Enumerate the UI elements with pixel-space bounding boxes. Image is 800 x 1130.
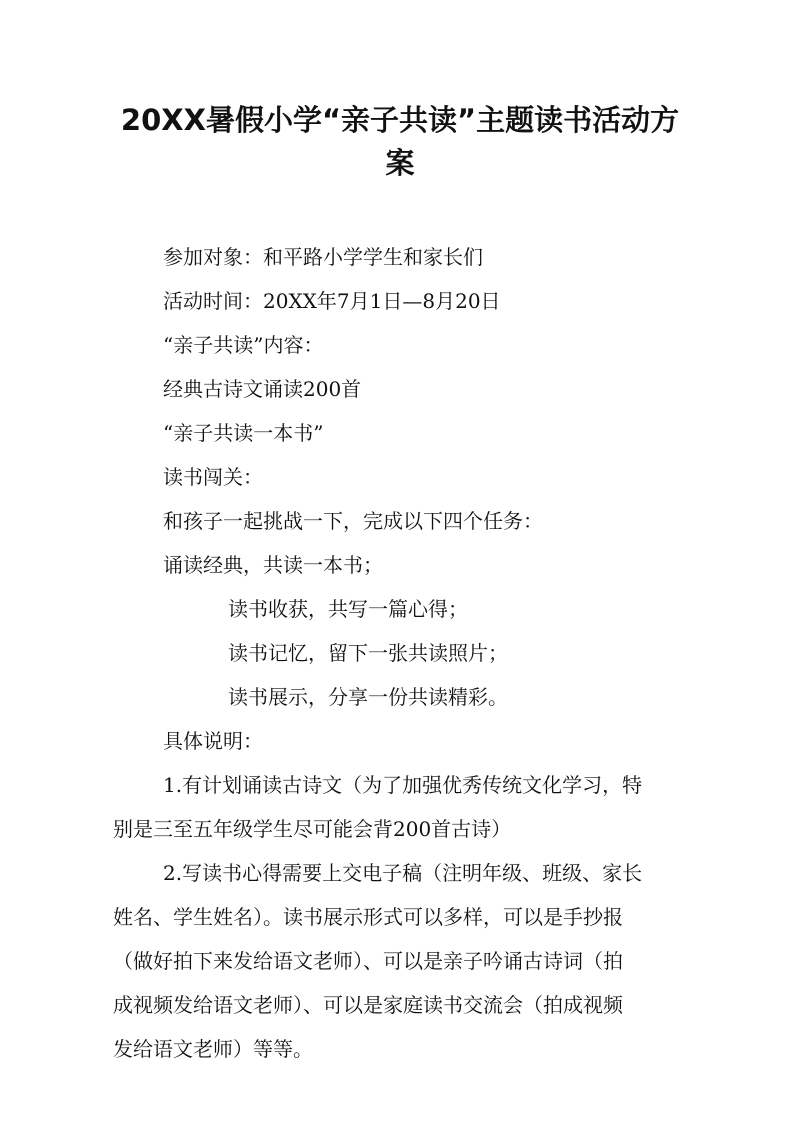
content-item-2: “亲子共读一本书” bbox=[163, 421, 324, 445]
content-heading: “亲子共读”内容： bbox=[163, 333, 324, 357]
detail-2-line-4: 成视频发给语文老师）、可以是家庭读书交流会（拍成视频 bbox=[113, 993, 623, 1017]
document-title-line-1: 20XX暑假小学“亲子共读”主题读书活动方 bbox=[120, 103, 680, 137]
details-heading: 具体说明： bbox=[163, 729, 263, 753]
content-item-1: 经典古诗文诵读200首 bbox=[163, 377, 362, 401]
participants-line: 参加对象：和平路小学学生和家长们 bbox=[163, 245, 483, 269]
task-3: 读书记忆，留下一张共读照片； bbox=[228, 641, 508, 665]
task-1: 诵读经典，共读一本书； bbox=[163, 553, 383, 577]
challenge-intro: 和孩子一起挑战一下，完成以下四个任务： bbox=[163, 509, 543, 533]
challenge-heading: 读书闯关： bbox=[163, 465, 263, 489]
document-title-line-2: 案 bbox=[385, 146, 415, 180]
task-2: 读书收获，共写一篇心得； bbox=[228, 597, 468, 621]
task-4: 读书展示，分享一份共读精彩。 bbox=[228, 685, 508, 709]
detail-2-line-3: （做好拍下来发给语文老师）、可以是亲子吟诵古诗词（拍 bbox=[113, 949, 623, 973]
detail-2-line-5: 发给语文老师）等等。 bbox=[113, 1037, 313, 1061]
activity-time-line: 活动时间：20XX年7月1日—8月20日 bbox=[163, 289, 501, 313]
detail-2-line-1: 2.写读书心得需要上交电子稿（注明年级、班级、家长 bbox=[163, 861, 643, 885]
detail-2-line-2: 姓名、学生姓名）。读书展示形式可以多样，可以是手抄报 bbox=[113, 905, 623, 929]
detail-1-line-1: 1.有计划诵读古诗文（为了加强优秀传统文化学习，特 bbox=[163, 773, 643, 797]
detail-1-line-2: 别是三至五年级学生尽可能会背200首古诗） bbox=[113, 817, 512, 841]
